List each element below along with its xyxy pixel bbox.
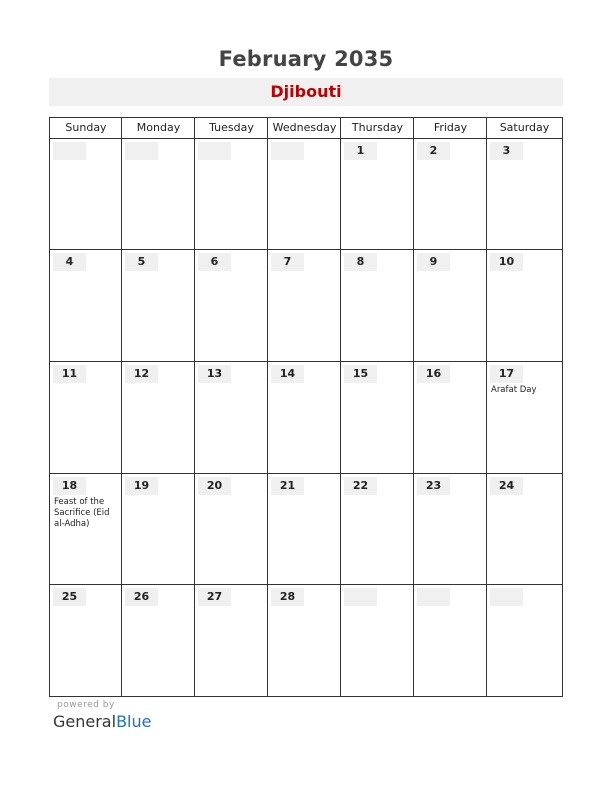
day-cell[interactable] [195, 362, 268, 474]
day-number-badge [198, 142, 231, 160]
day-cell[interactable] [50, 585, 122, 696]
day-cell[interactable] [414, 474, 487, 585]
day-number: 25 [61, 590, 78, 603]
weekday-friday: Friday [433, 121, 468, 134]
day-cell[interactable] [414, 250, 487, 362]
day-cell[interactable] [341, 250, 414, 362]
day-number-badge [417, 588, 450, 606]
day-number: 13 [206, 367, 223, 380]
page-title: February 2035 [218, 47, 394, 71]
day-number: 22 [352, 479, 369, 492]
day-cell[interactable] [414, 139, 487, 250]
weekday-thursday: Thursday [351, 121, 404, 134]
day-number: 9 [429, 255, 438, 268]
empty-day-cell [487, 585, 562, 696]
day-number: 4 [65, 255, 74, 268]
day-cell[interactable] [487, 474, 562, 585]
day-number: 23 [425, 479, 442, 492]
day-number-badge [490, 588, 523, 606]
day-number: 24 [498, 479, 515, 492]
day-number: 12 [133, 367, 150, 380]
day-number: 10 [498, 255, 515, 268]
weekday-saturday: Saturday [499, 121, 550, 134]
day-number: 2 [429, 144, 438, 157]
day-number: 19 [133, 479, 150, 492]
empty-day-cell [122, 139, 195, 250]
empty-day-cell [50, 139, 122, 250]
day-cell[interactable] [341, 139, 414, 250]
empty-day-cell [414, 585, 487, 696]
weekday-monday: Monday [136, 121, 181, 134]
day-number-badge [125, 142, 158, 160]
day-cell[interactable] [414, 362, 487, 474]
day-cell[interactable] [268, 585, 341, 696]
day-number: 27 [206, 590, 223, 603]
day-number: 14 [279, 367, 296, 380]
day-number: 18 [61, 479, 78, 492]
day-number: 3 [502, 144, 511, 157]
empty-day-cell [341, 585, 414, 696]
day-cell[interactable] [50, 362, 122, 474]
country-banner [49, 78, 563, 106]
day-number: 20 [206, 479, 223, 492]
day-cell[interactable] [268, 474, 341, 585]
day-number: 28 [279, 590, 296, 603]
day-number: 16 [425, 367, 442, 380]
day-cell[interactable] [122, 250, 195, 362]
brand-blue: Blue [116, 712, 152, 731]
day-number-badge [271, 142, 304, 160]
country-name: Djibouti [270, 82, 342, 101]
day-number-badge [53, 142, 86, 160]
day-cell[interactable] [50, 474, 122, 585]
day-number: 1 [356, 144, 365, 157]
day-number: 26 [133, 590, 150, 603]
day-cell[interactable] [487, 250, 562, 362]
day-cell[interactable] [195, 585, 268, 696]
day-cell[interactable] [341, 362, 414, 474]
day-cell[interactable] [341, 474, 414, 585]
weekday-wednesday: Wednesday [272, 121, 337, 134]
day-cell[interactable] [487, 139, 562, 250]
day-cell[interactable] [268, 250, 341, 362]
day-number: 8 [356, 255, 365, 268]
day-cell[interactable] [487, 362, 562, 474]
day-number: 21 [279, 479, 296, 492]
day-number-badge [344, 588, 377, 606]
brand-logo[interactable] [53, 712, 151, 731]
day-cell[interactable] [268, 362, 341, 474]
holiday-label: Feast of the Sacrifice (Eid al-Adha) [54, 497, 110, 529]
day-number: 17 [498, 367, 515, 380]
day-number: 7 [283, 255, 292, 268]
day-number: 5 [137, 255, 146, 268]
day-cell[interactable] [122, 585, 195, 696]
weekday-tuesday: Tuesday [209, 121, 254, 134]
day-cell[interactable] [122, 474, 195, 585]
day-cell[interactable] [122, 362, 195, 474]
empty-day-cell [268, 139, 341, 250]
holiday-label: Arafat Day [491, 385, 537, 395]
day-number: 6 [210, 255, 219, 268]
powered-by-label: powered by [57, 700, 115, 710]
day-number: 11 [61, 367, 78, 380]
brand-general: General [53, 712, 117, 731]
day-number: 15 [352, 367, 369, 380]
weekday-sunday: Sunday [65, 121, 107, 134]
calendar-grid [49, 117, 563, 697]
day-cell[interactable] [195, 474, 268, 585]
day-cell[interactable] [195, 250, 268, 362]
day-cell[interactable] [50, 250, 122, 362]
empty-day-cell [195, 139, 268, 250]
